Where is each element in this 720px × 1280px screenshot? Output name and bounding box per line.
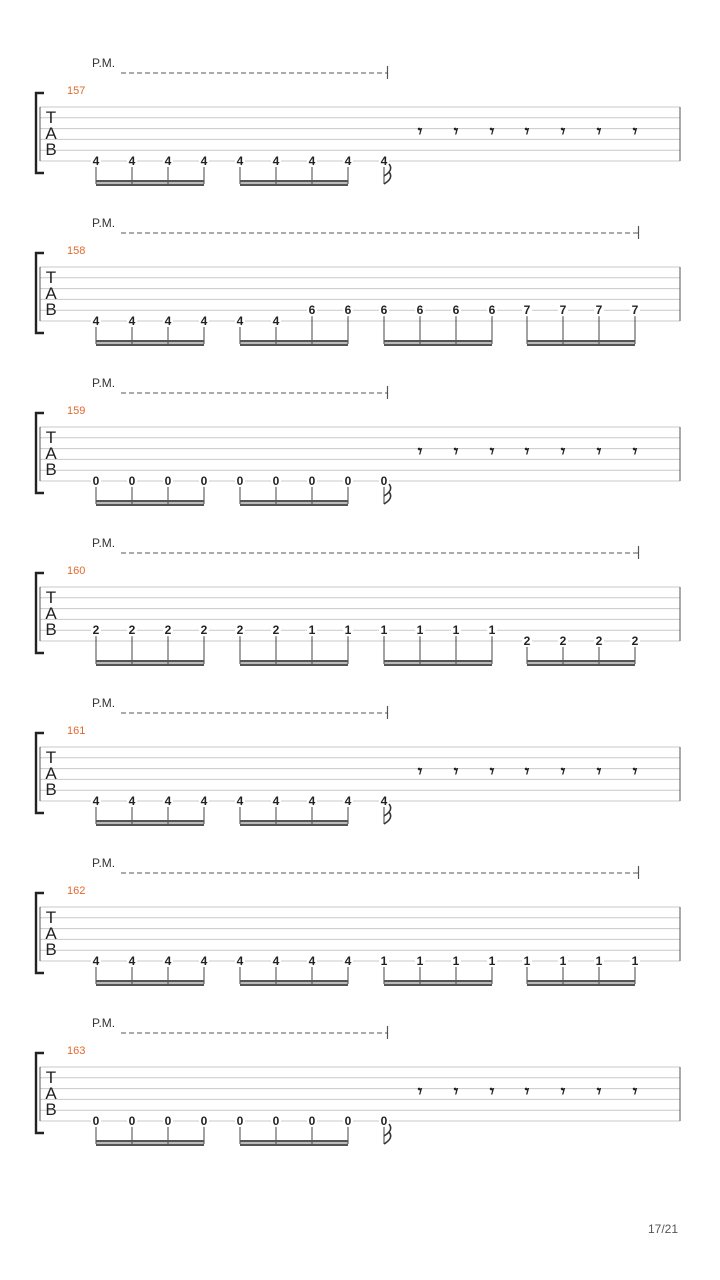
beam <box>96 980 204 982</box>
beam <box>240 820 348 822</box>
fret-number: 4 <box>236 794 244 808</box>
sixteenth-rest: 𝄾 <box>489 1082 495 1102</box>
fret-number: 4 <box>200 794 208 808</box>
fret-number: 2 <box>164 623 172 638</box>
fret-number: 2 <box>236 623 244 638</box>
fret-number: 1 <box>416 623 424 638</box>
beam <box>240 980 348 982</box>
tab-system-162 <box>36 856 680 986</box>
fret-number: 7 <box>523 303 531 318</box>
beam <box>96 660 204 662</box>
beam <box>384 984 492 986</box>
fret-number: 0 <box>164 474 172 488</box>
fret-number: 1 <box>452 623 460 638</box>
tab-clef-letter: A <box>45 444 57 463</box>
fret-number: 0 <box>236 474 244 488</box>
beam <box>527 660 635 662</box>
tab-system-161 <box>36 696 680 826</box>
sixteenth-rest: 𝄾 <box>524 1082 530 1102</box>
fret-number: 2 <box>631 634 639 648</box>
beam <box>96 984 204 986</box>
fret-number: 4 <box>164 314 172 328</box>
measure-number: 162 <box>67 885 86 897</box>
beam <box>96 1144 204 1146</box>
fret-number: 0 <box>380 474 388 488</box>
fret-number: 0 <box>272 474 280 488</box>
beam <box>96 344 204 346</box>
sixteenth-rest: 𝄾 <box>596 762 602 782</box>
tab-system-159 <box>36 376 680 506</box>
fret-number: 6 <box>452 303 460 318</box>
beam <box>240 664 348 666</box>
fret-number: 4 <box>164 154 172 168</box>
fret-number: 4 <box>200 954 208 968</box>
fret-number: 1 <box>523 954 531 968</box>
fret-number: 7 <box>559 303 567 318</box>
fret-number: 0 <box>344 474 352 488</box>
fret-number: 0 <box>92 1114 100 1128</box>
fret-number: 1 <box>488 954 496 968</box>
tab-clef-letter: T <box>45 268 57 287</box>
fret-number: 4 <box>344 954 352 968</box>
fret-number: 4 <box>92 154 100 168</box>
fret-number: 1 <box>488 623 496 638</box>
tab-clef-letter: T <box>45 588 57 607</box>
tab-clef-letter: T <box>45 1068 57 1087</box>
beam <box>96 820 204 822</box>
tab-clef-letter: T <box>45 748 57 767</box>
sixteenth-rest: 𝄾 <box>489 122 495 142</box>
fret-number: 4 <box>308 794 316 808</box>
fret-number: 0 <box>92 474 100 488</box>
measure-number: 163 <box>67 1045 86 1057</box>
measure-number: 159 <box>67 405 86 417</box>
fret-number: 4 <box>92 314 100 328</box>
fret-number: 4 <box>164 954 172 968</box>
fret-number: 6 <box>416 303 424 318</box>
sixteenth-rest: 𝄾 <box>632 122 638 142</box>
beam <box>96 500 204 502</box>
beam <box>240 1140 348 1142</box>
fret-number: 4 <box>92 954 100 968</box>
fret-number: 0 <box>128 1114 136 1128</box>
beam <box>96 824 204 826</box>
tab-clef-letter: T <box>45 108 57 127</box>
fret-number: 0 <box>380 1114 388 1128</box>
palm-mute-label: P.M. <box>92 696 116 710</box>
tab-clef-letter: A <box>45 1084 57 1103</box>
fret-number: 1 <box>416 954 424 968</box>
tab-clef-letter: B <box>45 460 57 479</box>
tab-clef-letter: A <box>45 764 57 783</box>
tab-system-163 <box>36 1016 680 1146</box>
fret-number: 4 <box>380 794 388 808</box>
beam <box>240 1144 348 1146</box>
tab-clef-letter: B <box>45 940 57 959</box>
fret-number: 2 <box>523 634 531 648</box>
fret-number: 2 <box>92 623 100 638</box>
fret-number: 2 <box>128 623 136 638</box>
fret-number: 4 <box>308 154 316 168</box>
tab-clef-letter: A <box>45 924 57 943</box>
tab-clef-letter: T <box>45 428 57 447</box>
fret-number: 4 <box>236 154 244 168</box>
beam <box>240 824 348 826</box>
fret-number: 4 <box>200 314 208 328</box>
beam <box>384 660 492 662</box>
fret-number: 4 <box>308 954 316 968</box>
sixteenth-rest: 𝄾 <box>560 1082 566 1102</box>
measure-number: 160 <box>67 565 86 577</box>
fret-number: 4 <box>236 314 244 328</box>
measure-number: 158 <box>67 245 86 257</box>
sixteenth-rest: 𝄾 <box>596 442 602 462</box>
fret-number: 4 <box>200 154 208 168</box>
beam <box>240 184 348 186</box>
tab-clef-letter: A <box>45 604 57 623</box>
sixteenth-rest: 𝄾 <box>524 762 530 782</box>
fret-number: 1 <box>308 623 316 638</box>
fret-number: 4 <box>272 954 280 968</box>
tab-clef-letter: A <box>45 284 57 303</box>
sixteenth-rest: 𝄾 <box>632 762 638 782</box>
beam <box>240 504 348 506</box>
fret-number: 1 <box>631 954 639 968</box>
sixteenth-rest: 𝄾 <box>453 122 459 142</box>
sixteenth-rest: 𝄾 <box>560 442 566 462</box>
beam <box>96 504 204 506</box>
fret-number: 4 <box>236 954 244 968</box>
sixteenth-rest: 𝄾 <box>417 442 423 462</box>
fret-number: 4 <box>380 154 388 168</box>
sixteenth-rest: 𝄾 <box>560 122 566 142</box>
fret-number: 0 <box>308 1114 316 1128</box>
fret-number: 4 <box>272 314 280 328</box>
tab-clef-letter: B <box>45 140 57 159</box>
fret-number: 2 <box>559 634 567 648</box>
sixteenth-rest: 𝄾 <box>417 1082 423 1102</box>
beam <box>527 980 635 982</box>
sixteenth-rest: 𝄾 <box>560 762 566 782</box>
sixteenth-rest: 𝄾 <box>524 122 530 142</box>
palm-mute-label: P.M. <box>92 1016 116 1030</box>
fret-number: 1 <box>452 954 460 968</box>
sixteenth-rest: 𝄾 <box>489 762 495 782</box>
fret-number: 6 <box>308 303 316 318</box>
beam <box>384 664 492 666</box>
tab-clef-letter: T <box>45 908 57 927</box>
fret-number: 0 <box>164 1114 172 1128</box>
palm-mute-label: P.M. <box>92 376 116 390</box>
sixteenth-rest: 𝄾 <box>417 122 423 142</box>
tab-clef-letter: B <box>45 780 57 799</box>
fret-number: 0 <box>344 1114 352 1128</box>
palm-mute-label: P.M. <box>92 536 116 550</box>
fret-number: 0 <box>272 1114 280 1128</box>
sixteenth-rest: 𝄾 <box>453 1082 459 1102</box>
beam <box>240 660 348 662</box>
fret-number: 0 <box>236 1114 244 1128</box>
beam <box>384 340 492 342</box>
sixteenth-rest: 𝄾 <box>489 442 495 462</box>
fret-number: 1 <box>344 623 352 638</box>
fret-number: 0 <box>200 1114 208 1128</box>
fret-number: 6 <box>344 303 352 318</box>
tab-clef-letter: B <box>45 620 57 639</box>
measure-number: 161 <box>67 725 86 737</box>
fret-number: 2 <box>272 623 280 638</box>
tab-clef-letter: B <box>45 1100 57 1119</box>
fret-number: 2 <box>595 634 603 648</box>
fret-number: 4 <box>92 794 100 808</box>
beam <box>527 344 635 346</box>
fret-number: 4 <box>344 154 352 168</box>
fret-number: 1 <box>559 954 567 968</box>
beam <box>96 340 204 342</box>
tab-clef-letter: A <box>45 124 57 143</box>
fret-number: 4 <box>128 154 136 168</box>
beam <box>384 344 492 346</box>
beam <box>96 1140 204 1142</box>
tab-system-158 <box>36 216 680 346</box>
beam <box>96 184 204 186</box>
fret-number: 1 <box>380 954 388 968</box>
sixteenth-rest: 𝄾 <box>453 442 459 462</box>
fret-number: 4 <box>272 154 280 168</box>
fret-number: 0 <box>308 474 316 488</box>
beam <box>527 664 635 666</box>
beam <box>240 984 348 986</box>
sixteenth-rest: 𝄾 <box>596 122 602 142</box>
sixteenth-rest: 𝄾 <box>524 442 530 462</box>
beam <box>527 984 635 986</box>
sixteenth-rest: 𝄾 <box>596 1082 602 1102</box>
fret-number: 4 <box>128 314 136 328</box>
sixteenth-rest: 𝄾 <box>453 762 459 782</box>
tab-system-157 <box>36 56 680 186</box>
palm-mute-label: P.M. <box>92 856 116 870</box>
fret-number: 4 <box>344 794 352 808</box>
beam <box>384 980 492 982</box>
fret-number: 0 <box>200 474 208 488</box>
sixteenth-rest: 𝄾 <box>632 1082 638 1102</box>
fret-number: 0 <box>128 474 136 488</box>
tab-system-160 <box>36 536 680 666</box>
fret-number: 1 <box>380 623 388 638</box>
beam <box>240 180 348 182</box>
fret-number: 6 <box>488 303 496 318</box>
fret-number: 4 <box>128 794 136 808</box>
fret-number: 7 <box>631 303 639 318</box>
fret-number: 7 <box>595 303 603 318</box>
fret-number: 4 <box>272 794 280 808</box>
palm-mute-label: P.M. <box>92 56 116 70</box>
fret-number: 4 <box>128 954 136 968</box>
page-number: 17/21 <box>647 1222 678 1236</box>
beam <box>240 344 348 346</box>
beam <box>96 664 204 666</box>
sixteenth-rest: 𝄾 <box>417 762 423 782</box>
fret-number: 4 <box>164 794 172 808</box>
measure-number: 157 <box>67 85 86 97</box>
tab-clef-letter: B <box>45 300 57 319</box>
beam <box>527 340 635 342</box>
beam <box>96 180 204 182</box>
fret-number: 6 <box>380 303 388 318</box>
sixteenth-rest: 𝄾 <box>632 442 638 462</box>
beam <box>240 340 348 342</box>
palm-mute-label: P.M. <box>92 216 116 230</box>
fret-number: 1 <box>595 954 603 968</box>
beam <box>240 500 348 502</box>
fret-number: 2 <box>200 623 208 638</box>
